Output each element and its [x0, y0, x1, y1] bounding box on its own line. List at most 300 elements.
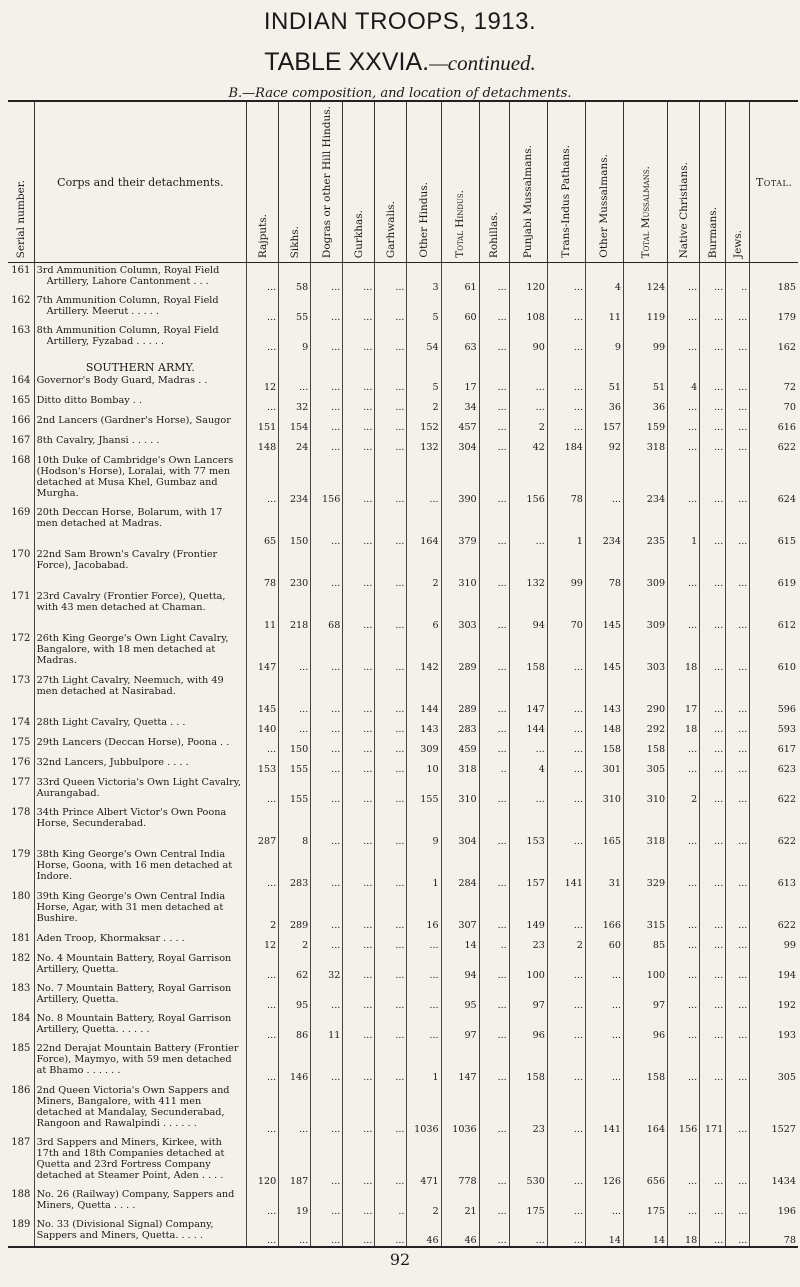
- value-cell: 379: [441, 505, 479, 547]
- table-row: [8, 805, 798, 847]
- value-cell: 305: [750, 1041, 798, 1083]
- value-cell: ...: [311, 931, 343, 951]
- value-cell: 132: [407, 433, 441, 453]
- value-cell: ...: [279, 1083, 311, 1135]
- value-cell: ...: [311, 1041, 343, 1083]
- value-cell: ...: [700, 323, 726, 353]
- value-cell: ...: [479, 505, 509, 547]
- value-cell: 99: [624, 323, 668, 353]
- table-body: [8, 263, 798, 1247]
- value-cell: 21: [441, 1187, 479, 1217]
- value-cell: 9: [279, 323, 311, 353]
- value-cell: 617: [750, 735, 798, 755]
- value-cell: ...: [375, 589, 407, 631]
- table-row: [8, 951, 798, 981]
- value-cell: 162: [750, 323, 798, 353]
- value-cell: 126: [585, 1135, 623, 1187]
- value-cell: 616: [750, 413, 798, 433]
- value-cell: 92: [585, 433, 623, 453]
- value-cell: ...: [247, 775, 279, 805]
- value-cell: ...: [375, 547, 407, 589]
- value-cell: 97: [624, 981, 668, 1011]
- value-cell: 622: [750, 433, 798, 453]
- value-cell: ...: [247, 847, 279, 889]
- value-cell: 95: [279, 981, 311, 1011]
- value-cell: 530: [509, 1135, 547, 1187]
- troops-table: [8, 100, 798, 1248]
- value-cell: 310: [585, 775, 623, 805]
- empty-cell: [509, 353, 547, 373]
- value-cell: ...: [668, 433, 700, 453]
- value-cell: 145: [585, 631, 623, 673]
- value-cell: 457: [441, 413, 479, 433]
- value-cell: 85: [624, 931, 668, 951]
- value-cell: 94: [441, 951, 479, 981]
- value-cell: 54: [407, 323, 441, 353]
- value-cell: ...: [311, 631, 343, 673]
- value-cell: ...: [547, 373, 585, 393]
- value-cell: ...: [668, 931, 700, 951]
- value-cell: 159: [624, 413, 668, 433]
- value-cell: ...: [343, 735, 375, 755]
- col-other-hindus: Other Hindus.: [407, 101, 441, 263]
- corps-name: 8th Cavalry, Jhansi . . . . .: [36, 434, 160, 446]
- value-cell: 289: [441, 631, 479, 673]
- corps-name: No. 26 (Railway) Company, Sappers and Miners, Quetta . . . .: [36, 1188, 235, 1211]
- value-cell: 100: [509, 951, 547, 981]
- value-cell: ...: [585, 1187, 623, 1217]
- value-cell: ...: [343, 755, 375, 775]
- value-cell: ...: [343, 547, 375, 589]
- value-cell: ...: [479, 263, 509, 293]
- empty-cell: [585, 353, 623, 373]
- value-cell: 218: [279, 589, 311, 631]
- value-cell: ...: [311, 263, 343, 293]
- value-cell: 310: [624, 775, 668, 805]
- value-cell: ...: [726, 631, 750, 673]
- value-cell: 143: [585, 673, 623, 715]
- value-cell: 287: [247, 805, 279, 847]
- value-cell: ...: [726, 981, 750, 1011]
- value-cell: ...: [509, 393, 547, 413]
- value-cell: 23: [509, 931, 547, 951]
- value-cell: ...: [375, 1083, 407, 1135]
- serial-cell: 163: [11, 324, 31, 336]
- col-punjabi: Punjabi Mussalmans.: [509, 101, 547, 263]
- value-cell: ...: [343, 775, 375, 805]
- value-cell: ...: [700, 755, 726, 775]
- value-cell: 124: [624, 263, 668, 293]
- value-cell: ..: [375, 1187, 407, 1217]
- value-cell: ...: [311, 393, 343, 413]
- empty-cell: [311, 353, 343, 373]
- value-cell: 610: [750, 631, 798, 673]
- value-cell: ...: [726, 805, 750, 847]
- value-cell: ...: [726, 735, 750, 755]
- value-cell: ...: [479, 293, 509, 323]
- value-cell: 1: [407, 847, 441, 889]
- value-cell: 34: [441, 393, 479, 413]
- value-cell: 18: [668, 631, 700, 673]
- corps-name-cell: [34, 505, 247, 547]
- value-cell: 185: [750, 263, 798, 293]
- value-cell: 310: [441, 775, 479, 805]
- value-cell: ...: [668, 755, 700, 775]
- value-cell: 4: [585, 263, 623, 293]
- value-cell: ...: [247, 1041, 279, 1083]
- value-cell: ...: [375, 293, 407, 323]
- value-cell: ...: [479, 1135, 509, 1187]
- value-cell: ...: [479, 631, 509, 673]
- value-cell: 119: [624, 293, 668, 323]
- value-cell: ...: [375, 775, 407, 805]
- value-cell: ...: [726, 393, 750, 413]
- serial-cell: 172: [11, 632, 31, 644]
- value-cell: ...: [375, 755, 407, 775]
- value-cell: ...: [375, 1135, 407, 1187]
- value-cell: ...: [375, 263, 407, 293]
- value-cell: 196: [750, 1187, 798, 1217]
- table-row: [8, 631, 798, 673]
- value-cell: 149: [509, 889, 547, 931]
- corps-name-cell: [34, 805, 247, 847]
- table-row: [8, 889, 798, 931]
- value-cell: 1: [407, 1041, 441, 1083]
- value-cell: 61: [441, 263, 479, 293]
- corps-name-cont: Artillery. Meerut . . . . .: [46, 305, 160, 317]
- value-cell: ...: [407, 453, 441, 505]
- value-cell: ...: [726, 1135, 750, 1187]
- value-cell: ...: [343, 293, 375, 323]
- value-cell: 5: [407, 373, 441, 393]
- value-cell: ..: [726, 263, 750, 293]
- value-cell: ...: [343, 631, 375, 673]
- corps-name: 22nd Sam Brown's Cavalry (Frontier Force), Jacobabad.: [36, 548, 218, 571]
- empty-cell: [624, 353, 668, 373]
- empty-cell: [547, 353, 585, 373]
- serial-cell: 187: [11, 1136, 31, 1148]
- value-cell: 1036: [441, 1083, 479, 1135]
- value-cell: ...: [700, 263, 726, 293]
- table-row: [8, 1011, 798, 1041]
- value-cell: ...: [668, 1041, 700, 1083]
- value-cell: 36: [624, 393, 668, 413]
- empty-cell: [279, 353, 311, 373]
- corps-name-cell: [34, 453, 247, 505]
- value-cell: ...: [509, 373, 547, 393]
- corps-name-cell: [34, 293, 247, 323]
- value-cell: ...: [311, 373, 343, 393]
- table-row: [8, 1135, 798, 1187]
- value-cell: 11: [247, 589, 279, 631]
- value-cell: ...: [668, 547, 700, 589]
- value-cell: 318: [441, 755, 479, 775]
- value-cell: ...: [311, 433, 343, 453]
- value-cell: 315: [624, 889, 668, 931]
- value-cell: ...: [247, 1083, 279, 1135]
- value-cell: ...: [375, 805, 407, 847]
- serial-cell: 162: [11, 294, 31, 306]
- table-label: TABLE XXVIA.: [264, 48, 430, 76]
- value-cell: 147: [509, 673, 547, 715]
- corps-name: No. 7 Mountain Battery, Royal Garrison Artillery, Quetta.: [36, 982, 232, 1005]
- serial-cell: [8, 353, 34, 373]
- value-cell: ...: [343, 1011, 375, 1041]
- value-cell: 14: [624, 1217, 668, 1247]
- value-cell: ...: [311, 889, 343, 931]
- corps-name-cell: [34, 1187, 247, 1217]
- value-cell: ...: [547, 293, 585, 323]
- value-cell: ...: [247, 951, 279, 981]
- serial-cell: 177: [11, 776, 31, 788]
- col-burmans: Burmans.: [700, 101, 726, 263]
- value-cell: 2: [279, 931, 311, 951]
- value-cell: ...: [311, 775, 343, 805]
- value-cell: ...: [547, 1187, 585, 1217]
- table-row: [8, 673, 798, 715]
- value-cell: 31: [585, 847, 623, 889]
- value-cell: ...: [668, 889, 700, 931]
- value-cell: 289: [279, 889, 311, 931]
- value-cell: ...: [700, 715, 726, 735]
- corps-name-cell: [34, 373, 247, 393]
- corps-name: 2nd Lancers (Gardner's Horse), Saugor: [36, 414, 231, 426]
- value-cell: ...: [247, 263, 279, 293]
- value-cell: 164: [624, 1083, 668, 1135]
- col-rajputs: Rajputs.: [247, 101, 279, 263]
- corps-name: 34th Prince Albert Victor's Own Poona Horse, Secunderabad.: [36, 806, 227, 829]
- header-row: [8, 101, 798, 263]
- table-row: [8, 735, 798, 755]
- corps-name: 23rd Cavalry (Frontier Force), Quetta, with 43 men detached at Chaman.: [36, 590, 226, 613]
- value-cell: ...: [407, 951, 441, 981]
- value-cell: ...: [479, 775, 509, 805]
- value-cell: 68: [311, 589, 343, 631]
- value-cell: ...: [668, 1011, 700, 1041]
- value-cell: ...: [547, 323, 585, 353]
- value-cell: ...: [668, 805, 700, 847]
- value-cell: ...: [311, 847, 343, 889]
- value-cell: ...: [547, 775, 585, 805]
- value-cell: 14: [441, 931, 479, 951]
- serial-cell: 161: [11, 265, 31, 277]
- value-cell: 99: [750, 931, 798, 951]
- value-cell: ...: [668, 1135, 700, 1187]
- value-cell: ...: [700, 1011, 726, 1041]
- corps-name-cell: [34, 1135, 247, 1187]
- corps-name: 20th Deccan Horse, Bolarum, with 17 men detached at Madras.: [36, 506, 223, 529]
- corps-name-cell: [34, 413, 247, 433]
- value-cell: 148: [247, 433, 279, 453]
- value-cell: 11: [585, 293, 623, 323]
- table-row: [8, 393, 798, 413]
- value-cell: 175: [624, 1187, 668, 1217]
- table-row: [8, 293, 798, 323]
- value-cell: 23: [509, 1083, 547, 1135]
- value-cell: 1: [547, 505, 585, 547]
- value-cell: 158: [509, 631, 547, 673]
- value-cell: ...: [509, 1217, 547, 1247]
- value-cell: ...: [700, 1041, 726, 1083]
- value-cell: ...: [726, 889, 750, 931]
- value-cell: 108: [509, 293, 547, 323]
- value-cell: ...: [343, 1135, 375, 1187]
- value-cell: ...: [700, 931, 726, 951]
- value-cell: 60: [441, 293, 479, 323]
- value-cell: 329: [624, 847, 668, 889]
- col-jews: Jews.: [726, 101, 750, 263]
- value-cell: 132: [509, 547, 547, 589]
- value-cell: ...: [700, 981, 726, 1011]
- value-cell: ...: [343, 1083, 375, 1135]
- value-cell: 152: [407, 413, 441, 433]
- value-cell: 307: [441, 889, 479, 931]
- value-cell: ...: [343, 889, 375, 931]
- empty-cell: [247, 353, 279, 373]
- value-cell: ...: [343, 1217, 375, 1247]
- value-cell: ...: [668, 293, 700, 323]
- value-cell: ...: [343, 433, 375, 453]
- value-cell: 615: [750, 505, 798, 547]
- value-cell: 10: [407, 755, 441, 775]
- corps-name: 2nd Queen Victoria's Own Sappers and Miners, Bangalore, with 411 men detached at Mandalay, Secunderabad, Rangoon and Rawalpindi . . . . . .: [36, 1084, 230, 1129]
- value-cell: ...: [343, 323, 375, 353]
- value-cell: 95: [441, 981, 479, 1011]
- value-cell: ...: [279, 715, 311, 735]
- value-cell: ...: [726, 433, 750, 453]
- value-cell: 155: [407, 775, 441, 805]
- value-cell: ...: [726, 373, 750, 393]
- value-cell: ...: [700, 433, 726, 453]
- value-cell: 283: [441, 715, 479, 735]
- value-cell: ...: [343, 453, 375, 505]
- corps-name-cell: [34, 547, 247, 589]
- value-cell: 1036: [407, 1083, 441, 1135]
- value-cell: ...: [479, 323, 509, 353]
- corps-name-cell: [34, 1011, 247, 1041]
- corps-name: 27th Light Cavalry, Neemuch, with 49 men detached at Nasirabad.: [36, 674, 224, 697]
- value-cell: ...: [479, 715, 509, 735]
- value-cell: ...: [668, 413, 700, 433]
- value-cell: ...: [700, 631, 726, 673]
- value-cell: ...: [547, 673, 585, 715]
- value-cell: ...: [479, 805, 509, 847]
- value-cell: 32: [311, 951, 343, 981]
- value-cell: 2: [247, 889, 279, 931]
- value-cell: 141: [547, 847, 585, 889]
- value-cell: ...: [247, 1011, 279, 1041]
- value-cell: 148: [585, 715, 623, 735]
- value-cell: ...: [343, 805, 375, 847]
- value-cell: 94: [509, 589, 547, 631]
- value-cell: ...: [700, 847, 726, 889]
- col-corps: Corps and their detachments.: [34, 101, 247, 263]
- value-cell: 778: [441, 1135, 479, 1187]
- value-cell: 157: [509, 847, 547, 889]
- value-cell: ...: [585, 981, 623, 1011]
- value-cell: 78: [547, 453, 585, 505]
- value-cell: 147: [441, 1041, 479, 1083]
- value-cell: 156: [311, 453, 343, 505]
- page-number: 92: [389, 1250, 411, 1269]
- value-cell: ...: [311, 1217, 343, 1247]
- value-cell: ...: [726, 547, 750, 589]
- table-row: [8, 981, 798, 1011]
- value-cell: 310: [441, 547, 479, 589]
- value-cell: ...: [247, 1187, 279, 1217]
- table-row: [8, 1083, 798, 1135]
- value-cell: ...: [279, 1217, 311, 1247]
- value-cell: ...: [247, 393, 279, 413]
- corps-name: 32nd Lancers, Jubbulpore . . . .: [36, 756, 189, 768]
- serial-cell: 175: [11, 736, 31, 748]
- value-cell: ...: [585, 951, 623, 981]
- value-cell: ...: [668, 951, 700, 981]
- value-cell: ...: [700, 673, 726, 715]
- value-cell: 158: [624, 1041, 668, 1083]
- value-cell: ...: [247, 1217, 279, 1247]
- value-cell: 145: [585, 589, 623, 631]
- serial-cell: 168: [11, 454, 31, 466]
- corps-name: 39th King George's Own Central India Horse, Agar, with 31 men detached at Bushire.: [36, 890, 226, 924]
- value-cell: ...: [479, 1041, 509, 1083]
- value-cell: 153: [247, 755, 279, 775]
- serial-cell: 188: [11, 1188, 31, 1200]
- value-cell: ...: [479, 393, 509, 413]
- value-cell: ...: [343, 393, 375, 413]
- value-cell: 290: [624, 673, 668, 715]
- empty-cell: [441, 353, 479, 373]
- value-cell: 120: [509, 263, 547, 293]
- corps-name-cell: [34, 847, 247, 889]
- value-cell: ...: [585, 453, 623, 505]
- value-cell: 96: [509, 1011, 547, 1041]
- value-cell: 141: [585, 1083, 623, 1135]
- value-cell: ...: [726, 1041, 750, 1083]
- value-cell: ...: [375, 631, 407, 673]
- value-cell: ...: [547, 1041, 585, 1083]
- corps-name-cell: [34, 951, 247, 981]
- col-total-hindus: Total Hindus.: [441, 101, 479, 263]
- value-cell: ...: [700, 951, 726, 981]
- value-cell: ...: [547, 393, 585, 413]
- value-cell: 14: [585, 1217, 623, 1247]
- value-cell: 2: [668, 775, 700, 805]
- corps-name: No. 4 Mountain Battery, Royal Garrison Artillery, Quetta.: [36, 952, 232, 975]
- value-cell: 194: [750, 951, 798, 981]
- value-cell: 230: [279, 547, 311, 589]
- value-cell: ...: [726, 413, 750, 433]
- value-cell: ...: [247, 981, 279, 1011]
- value-cell: ...: [311, 413, 343, 433]
- corps-name-cell: [34, 631, 247, 673]
- value-cell: 624: [750, 453, 798, 505]
- value-cell: 622: [750, 775, 798, 805]
- value-cell: 153: [509, 805, 547, 847]
- value-cell: ...: [547, 263, 585, 293]
- section-row: [8, 353, 798, 373]
- value-cell: 187: [279, 1135, 311, 1187]
- value-cell: 234: [279, 453, 311, 505]
- corps-name: No. 8 Mountain Battery, Royal Garrison Artillery, Quetta. . . . . .: [36, 1012, 232, 1035]
- value-cell: 292: [624, 715, 668, 735]
- value-cell: ...: [375, 505, 407, 547]
- value-cell: ...: [547, 805, 585, 847]
- corps-name: 7th Ammunition Column, Royal Field: [36, 294, 219, 306]
- value-cell: ...: [726, 755, 750, 775]
- value-cell: ...: [700, 547, 726, 589]
- value-cell: ...: [726, 293, 750, 323]
